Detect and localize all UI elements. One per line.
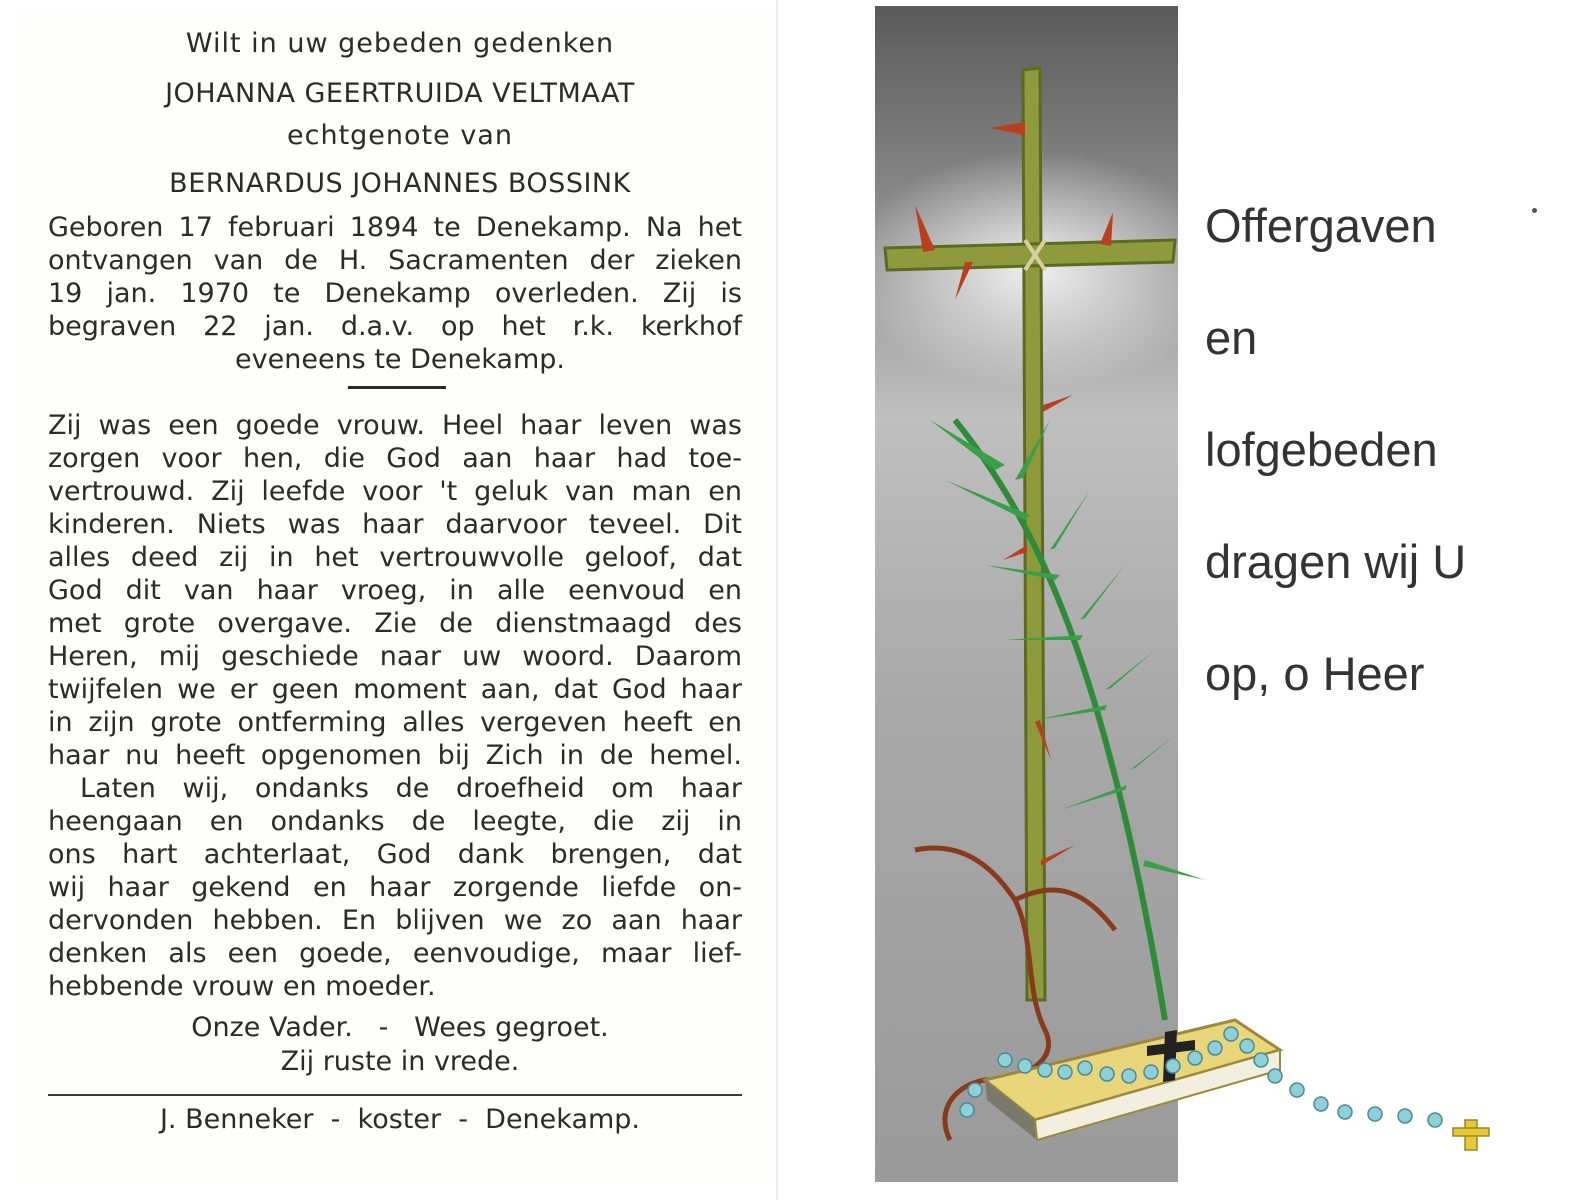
- bio-line: begraven 22 jan. d.a.v. op het r.k. kerkhof: [48, 311, 742, 342]
- body-line: haar nu heeft opgenomen bij Zich in de hemel.: [48, 740, 742, 771]
- thorn-cross-palm-rosary-book-icon: [875, 0, 1581, 1200]
- verse-line: lofgebeden: [1205, 423, 1438, 476]
- short-divider: [348, 386, 446, 389]
- body-line: Heren, mij geschiede naar uw woord. Daarom: [48, 641, 742, 672]
- rosary-crucifix-icon: [1453, 1120, 1489, 1150]
- deceased-name: JOHANNA GEERTRUIDA VELTMAAT: [165, 78, 635, 109]
- verse-line: en: [1205, 311, 1258, 364]
- body-line: wij haar gekend en haar zorgende liefde on-: [48, 872, 742, 903]
- body-line: twijfelen we er geen moment aan, dat God haar: [48, 674, 742, 705]
- body-line: vertrouwd. Zij leefde voor 't geluk van man en: [48, 476, 742, 507]
- bio-line: ontvangen van de H. Sacramenten der zieken: [48, 245, 742, 276]
- body-line: Zij was een goede vrouw. Heel haar leven was: [48, 410, 742, 441]
- printer-credit: J. Benneker - koster - Denekamp.: [159, 1104, 641, 1135]
- body-line: met grote overgave. Zie de dienstmaagd des: [48, 608, 742, 639]
- verse-line: Offergaven: [1205, 199, 1437, 252]
- bio-line: 19 jan. 1970 te Denekamp overleden. Zij is: [48, 278, 742, 309]
- prayers-line: Onze Vader. - Wees gegroet.: [191, 1012, 609, 1043]
- verse-line: op, o Heer: [1205, 647, 1425, 700]
- body-line: kinderen. Niets was haar daarvoor teveel. Dit: [48, 509, 742, 540]
- body-line: dervonden hebben. En blijven we zo aan haar: [48, 905, 742, 936]
- body-line: alles deed zij in het vertrouwvolle geloof, dat: [48, 542, 742, 573]
- relation-line: echtgenote van: [287, 120, 513, 151]
- rest-in-peace-line: Zij ruste in vrede.: [280, 1046, 520, 1077]
- body-line: in zijn grote ontferming alles vergeven heeft en: [48, 707, 742, 738]
- verse-line: dragen wij U: [1205, 535, 1467, 588]
- bio-line: Geboren 17 februari 1894 te Denekamp. Na het: [48, 212, 742, 243]
- body-line: ons hart achterlaat, God dank brengen, dat: [48, 839, 742, 870]
- intro-line: Wilt in uw gebeden gedenken: [185, 28, 615, 59]
- stray-dot: [1532, 208, 1537, 213]
- body-line: God dit van haar vroeg, in alle eenvoud en: [48, 575, 742, 606]
- bio-line: eveneens te Denekamp.: [235, 344, 565, 375]
- body-line: zorgen voor hen, die God aan haar had toe-: [48, 443, 742, 474]
- body-line: heengaan en ondanks de leegte, die zij in: [48, 806, 742, 837]
- footer-divider: [48, 1094, 742, 1096]
- body-line: hebbende vrouw en moeder.: [48, 971, 436, 1002]
- palm-branch-icon: [955, 420, 1165, 1020]
- palm-leaves-icon: [930, 420, 1205, 880]
- spouse-name: BERNARDUS JOHANNES BOSSINK: [169, 168, 631, 199]
- body-line: Laten wij, ondanks de droefheid om haar: [80, 773, 742, 804]
- body-line: denken als een goede, eenvoudige, maar lief-: [48, 938, 742, 969]
